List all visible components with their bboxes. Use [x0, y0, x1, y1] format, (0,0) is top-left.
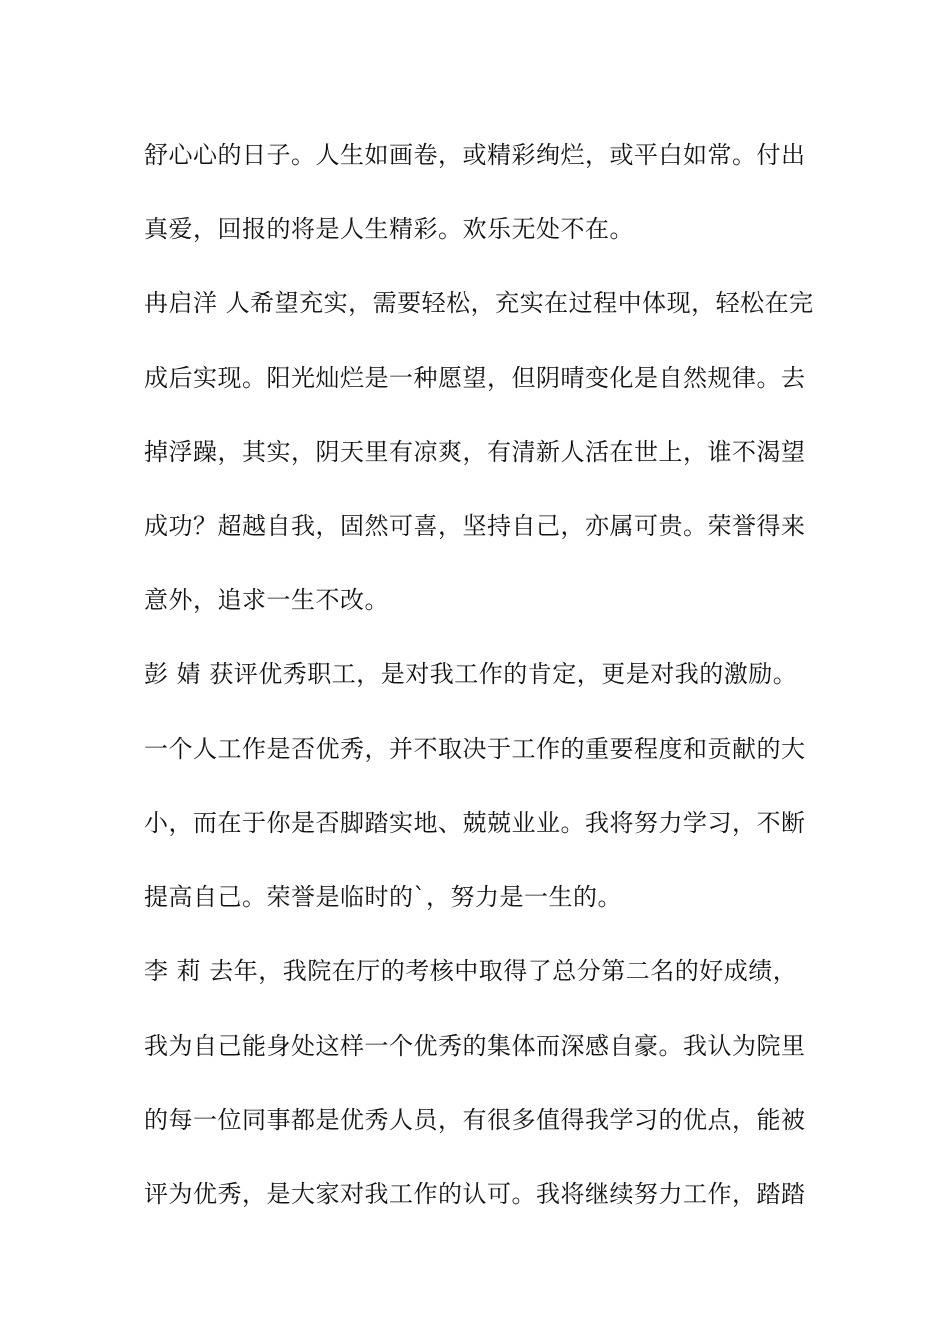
text-line: 提高自己。荣誉是临时的`，努力是一生的。 — [144, 883, 622, 911]
text-line: 成功？超越自我，固然可喜，坚持自己，亦属可贵。荣誉得来 — [144, 512, 806, 540]
text-line: 成后实现。阳光灿烂是一种愿望，但阴晴变化是自然规律。去 — [144, 364, 806, 392]
text-line: 小，而在于你是否脚踏实地、兢兢业业。我将努力学习，不断 — [144, 809, 806, 837]
text-line: 李 莉 去年，我院在厅的考核中取得了总分第二名的好成绩， — [144, 957, 798, 985]
text-line: 冉启洋 人希望充实，需要轻松，充实在过程中体现，轻松在完 — [144, 289, 814, 317]
text-line: 评为优秀，是大家对我工作的认可。我将继续努力工作，踏踏 — [144, 1180, 806, 1208]
text-line: 一个人工作是否优秀，并不取决于工作的重要程度和贡献的大 — [144, 735, 806, 763]
text-line: 掉浮躁，其实，阴天里有凉爽，有清新人活在世上，谁不渴望 — [144, 438, 806, 466]
text-line: 的每一位同事都是优秀人员，有很多值得我学习的优点，能被 — [144, 1106, 806, 1134]
text-line: 彭 婧 获评优秀职工，是对我工作的肯定，更是对我的激励。 — [144, 660, 798, 688]
text-line: 真爱，回报的将是人生精彩。欢乐无处不在。 — [144, 215, 634, 243]
text-line: 舒心心的日子。人生如画卷，或精彩绚烂，或平白如常。付出 — [144, 141, 806, 169]
text-line: 意外，追求一生不改。 — [144, 586, 389, 614]
text-line: 我为自己能身处这样一个优秀的集体而深感自豪。我认为院里 — [144, 1032, 806, 1060]
